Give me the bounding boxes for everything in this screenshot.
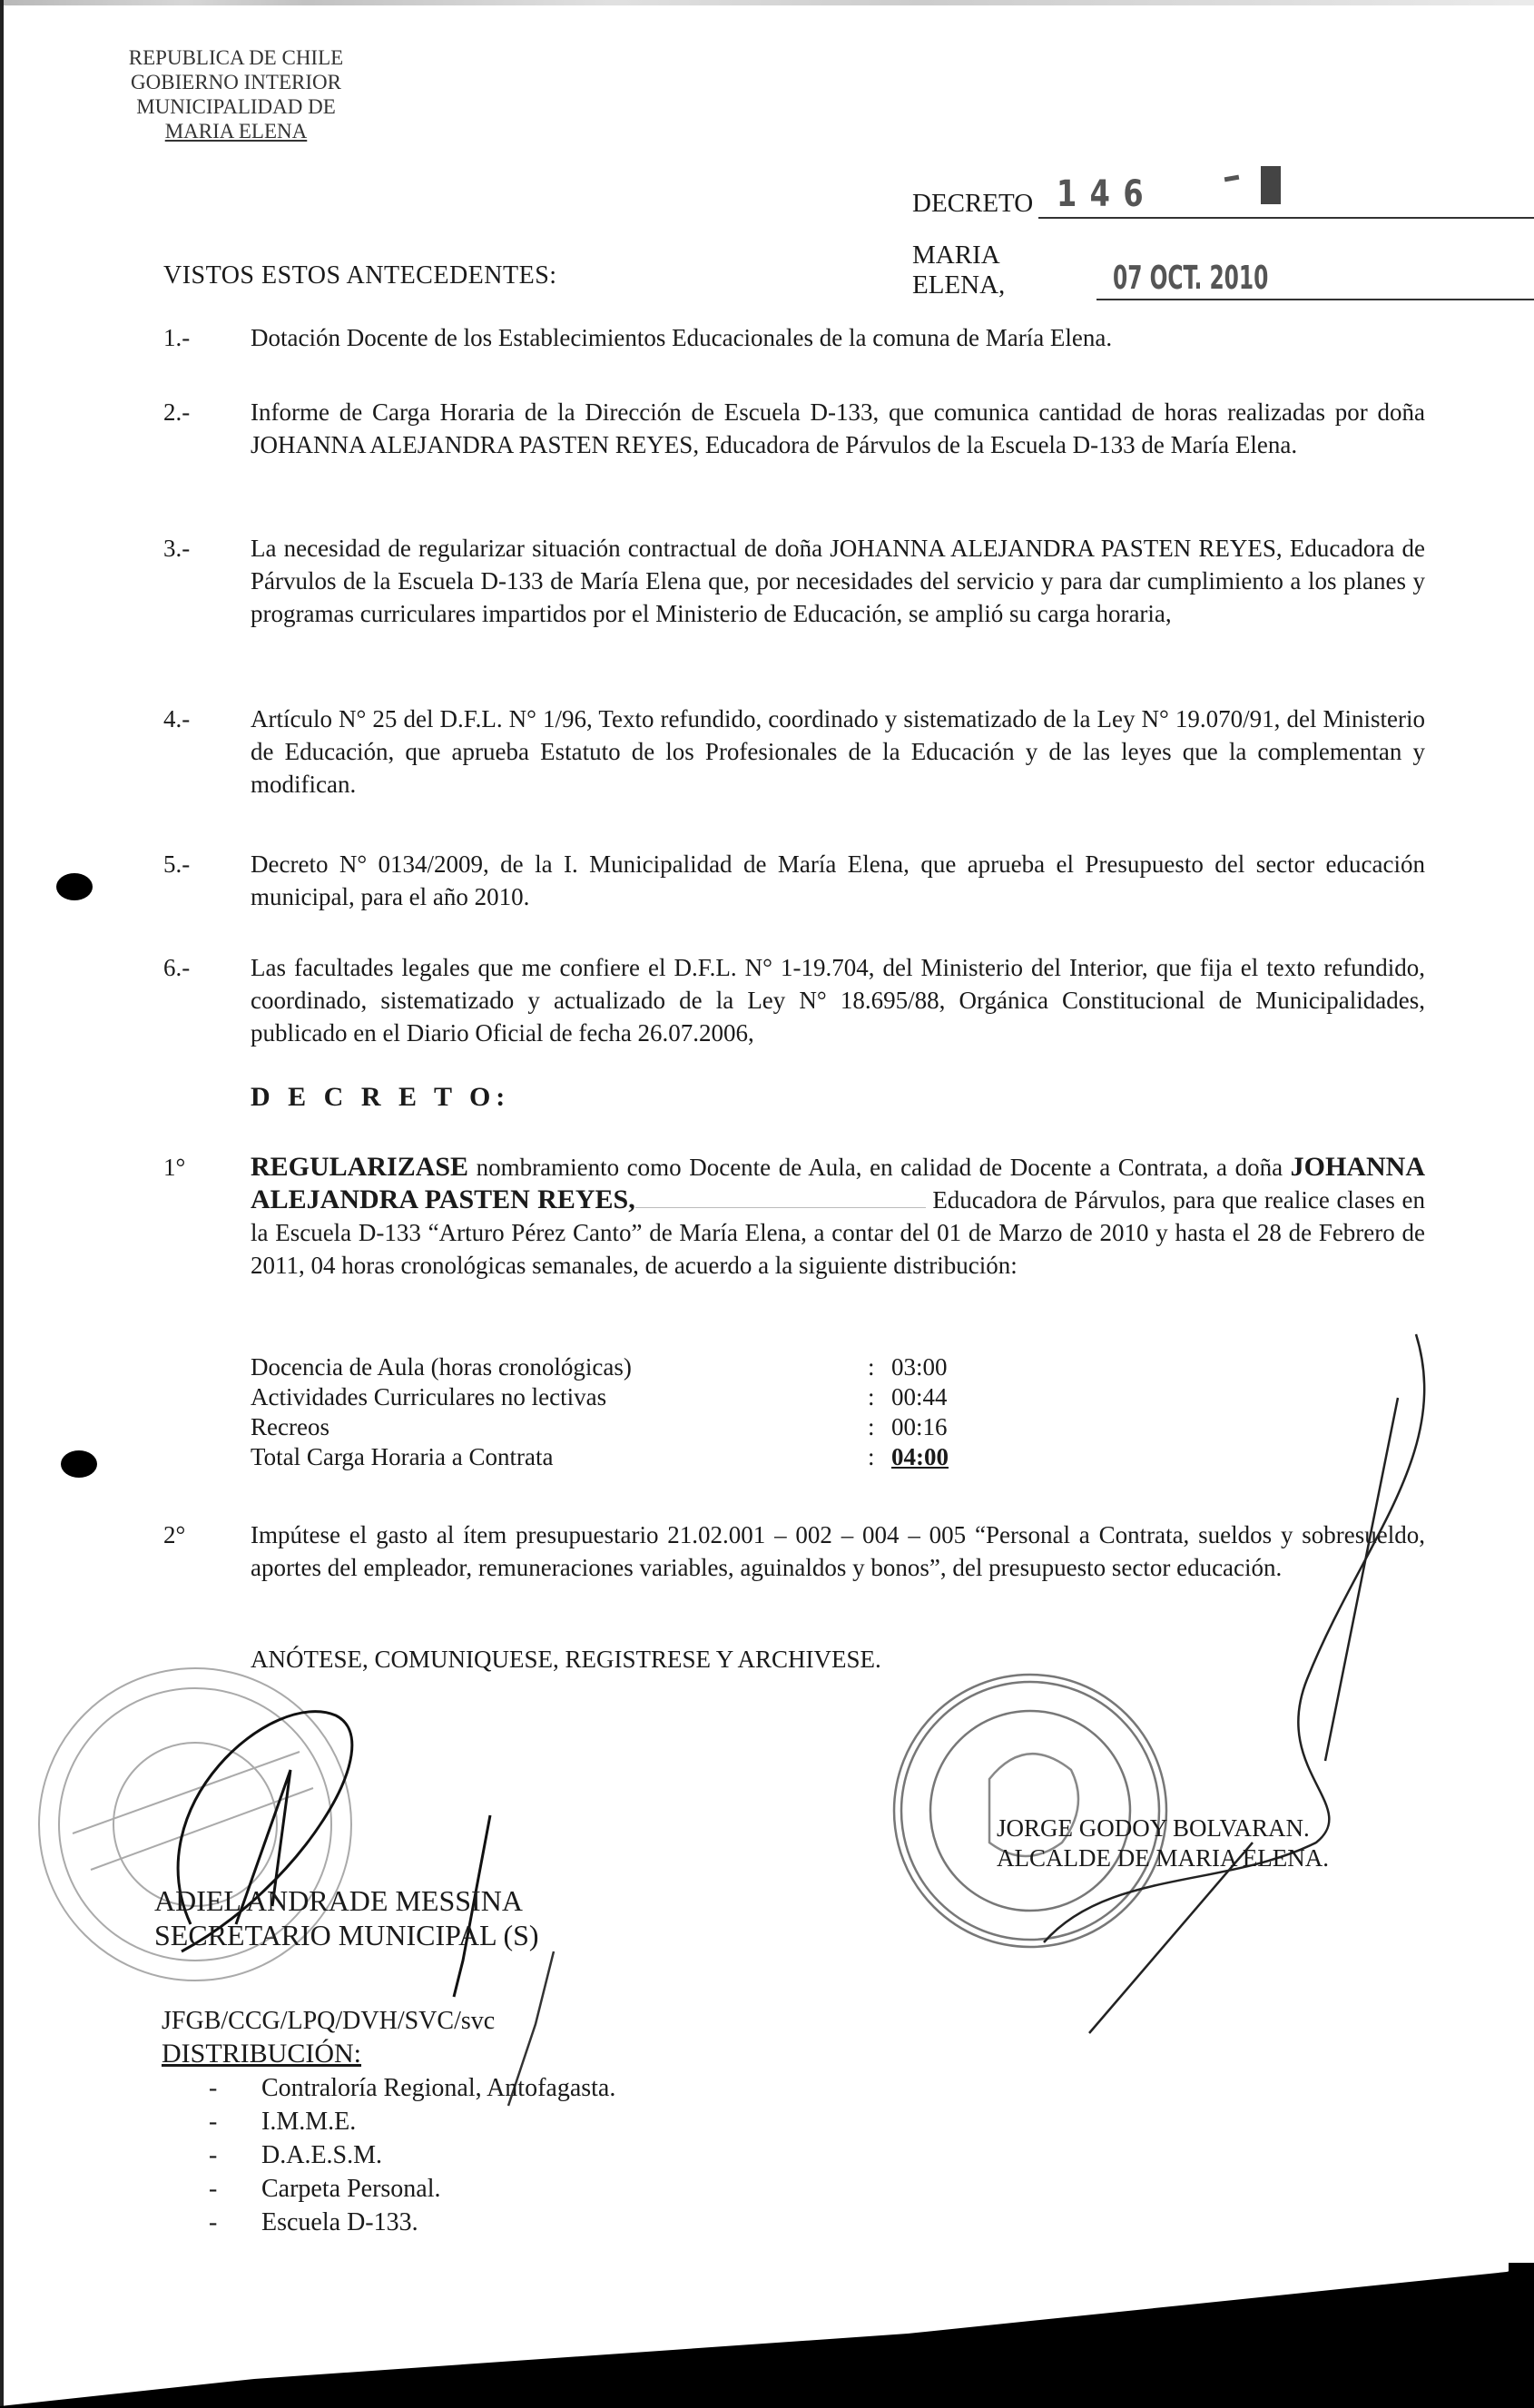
header-line: MUNICIPALIDAD DE — [136, 95, 336, 118]
row-value: 00:16 — [891, 1413, 948, 1440]
distribution-heading: DISTRIBUCIÓN: — [162, 2039, 362, 2069]
recipient: Escuela D-133. — [261, 2208, 418, 2236]
item-number: 3.- — [163, 535, 191, 562]
item-text: Las facultades legales que me confiere el D.F.L. N° 1-19.704, del Ministerio del Interior, que fija el texto refundido, coordinado, sistematizado y actualizado de la Ley N° 18.695/88, Orgánica Constitucional de Municipalidades, publicado en el Diario Oficial de fecha 26.07.2006, — [251, 954, 1425, 1047]
item-text: Artículo N° 25 del D.F.L. N° 1/96, Texto refundido, coordinado y sistematizado de la Ley N° 19.070/91, del Ministerio de Educación, que aprueba Estatuto de los Profesionales de la Educación y de las leyes que la complementan y modifican. — [251, 705, 1425, 798]
recipient: Contraloría Regional, Antofagasta. — [261, 2074, 616, 2102]
signatory-name: JORGE GODOY BOLVARAN. — [997, 1814, 1310, 1842]
place-label: MARIA ELENA, — [912, 241, 1006, 300]
row-label: Total Carga Horaria a Contrata — [251, 1443, 554, 1470]
resolution-text-a: nombramiento como Docente de Aula, en calidad de Docente a Contrata, a doña — [468, 1154, 1291, 1181]
distribution-list — [209, 2071, 615, 2239]
item-number: 1.- — [163, 324, 191, 351]
list-item: - Escuela D-133. — [209, 2206, 615, 2239]
item-number: 2.- — [163, 398, 191, 426]
item-number: 6.- — [163, 954, 191, 981]
header-line: MARIA ELENA — [164, 120, 308, 143]
resolution-number: 2° — [163, 1521, 186, 1548]
signatory-mayor — [997, 1813, 1329, 1873]
decree-label: DECRETO — [912, 189, 1034, 218]
item-text: Decreto N° 0134/2009, de la I. Municipalidad de María Elena, que aprueba el Presupuesto del sector educación municipal, para el año 2010. — [251, 850, 1425, 910]
row-label: Actividades Curriculares no lectivas — [251, 1383, 607, 1410]
alcaldia-seal — [894, 1675, 1166, 1947]
resolution-text-b: Educadora de Párvulos, para que realice clases en la Escuela D-133 “Arturo Pérez Canto” de María Elena, a contar del 01 de Marzo de 2010 y hasta el 28 de Febrero de 2011, 04 horas cronológicas semanales, de acuerdo a la siguiente distribución: — [251, 1186, 1425, 1279]
resolution-text: Impútese el gasto al ítem presupuestario 21.02.001 – 002 – 004 – 005 “Personal a Contrata, sueldos y sobresueldo, aportes del empleador, remuneraciones variables, aguinaldos y bonos”, del presupuesto sector educación. — [251, 1521, 1425, 1581]
row-label: Recreos — [251, 1413, 329, 1440]
list-item: - Contraloría Regional, Antofagasta. — [209, 2071, 615, 2105]
closing-formula: ANÓTESE, COMUNIQUESE, REGISTRESE Y ARCHIVESE. — [251, 1646, 881, 1673]
item-text: Dotación Docente de los Establecimientos Educacionales de la comuna de María Elena. — [251, 324, 1113, 351]
list-item: - I.M.M.E. — [209, 2105, 615, 2138]
list-item: - Carpeta Personal. — [209, 2172, 615, 2206]
recipient: D.A.E.S.M. — [261, 2141, 383, 2169]
punch-hole-icon — [56, 873, 93, 900]
resolution-number: 1° — [163, 1154, 186, 1181]
punch-hole-icon — [61, 1450, 97, 1478]
item-number: 5.- — [163, 850, 191, 878]
row-value: 03:00 — [891, 1353, 948, 1381]
row-separator: : — [868, 1353, 875, 1381]
header-line: GOBIERNO INTERIOR — [131, 71, 341, 93]
row-separator: : — [868, 1443, 875, 1470]
row-value: 04:00 — [891, 1443, 949, 1470]
decreto-heading: D E C R E T O: — [251, 1082, 511, 1112]
row-value: 00:44 — [891, 1383, 948, 1410]
list-item: - D.A.E.S.M. — [209, 2138, 615, 2172]
resolution-lead: REGULARIZASE — [251, 1152, 469, 1182]
date-stamp: 07 OCT. 2010 — [1113, 260, 1269, 297]
signatory-secretary — [154, 1883, 539, 1952]
appointee-name: JOHANNA ALEJANDRA PASTEN REYES, — [251, 1152, 1425, 1214]
decree-number-stamp: 146 — [1057, 173, 1157, 215]
item-text: La necesidad de regularizar situación contractual de doña JOHANNA ALEJANDRA PASTEN REYES, Educadora de Párvulos de la Escuela D-133 de María Elena que, por necesidades del servicio y para dar cumplimiento a los planes y programas curriculares impartidos por el Ministerio de Educación, se amplió su carga horaria, — [251, 535, 1425, 627]
reference-initials: JFGB/CCG/LPQ/DVH/SVC/svc — [162, 2007, 496, 2035]
signatory-name: ADIEL ANDRADE MESSINA — [154, 1884, 523, 1917]
signatory-title: SECRETARIO MUNICIPAL (S) — [154, 1919, 539, 1951]
vistos-heading: VISTOS ESTOS ANTECEDENTES: — [163, 261, 557, 290]
row-separator: : — [868, 1413, 875, 1440]
recipient: I.M.M.E. — [261, 2108, 357, 2136]
recipient: Carpeta Personal. — [261, 2175, 441, 2203]
signatory-title: ALCALDE DE MARIA ELENA. — [997, 1844, 1329, 1872]
item-number: 4.- — [163, 705, 191, 732]
header-line: REPUBLICA DE CHILE — [128, 46, 344, 69]
row-label: Docencia de Aula (horas cronológicas) — [251, 1353, 632, 1381]
item-text: Informe de Carga Horaria de la Dirección de Escuela D-133, que comunica cantidad de horas realizadas por doña JOHANNA ALEJANDRA PASTEN REYES, Educadora de Párvulos de la Escuela D-133 de María Elena. — [251, 398, 1425, 458]
row-separator: : — [868, 1383, 875, 1410]
